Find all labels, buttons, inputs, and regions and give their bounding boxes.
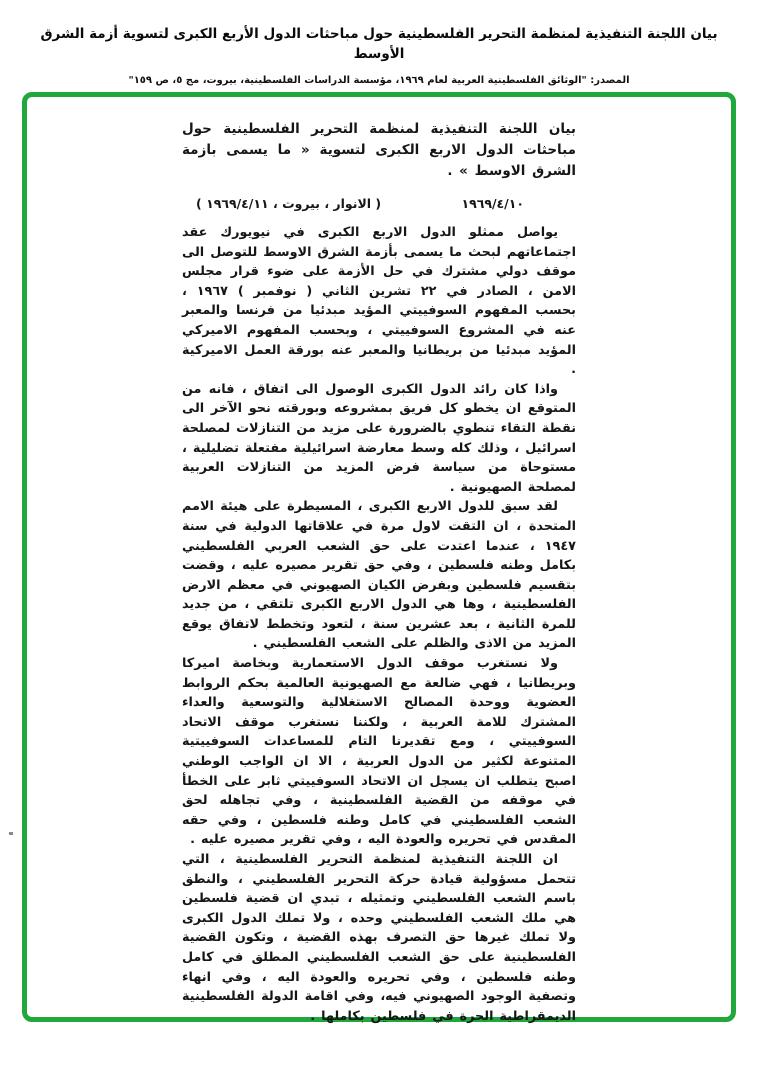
- document-title: بيان اللجنة التنفيذية لمنظمة التحرير الفلسطينية حول مباحثات الدول الاربع الكبرى لتسوية « ما يسمى بازمة الشرق الاوسط » .: [182, 121, 576, 179]
- document-paragraph-1: يواصل ممثلو الدول الاربع الكبرى في نيويورك عقد اجتماعاتهم لبحث ما يسمى بأزمة الشرق الاوسط للتوصل الى موقف دولي مشترك في حل الأزمة على ضوء قرار مجلس الامن ، الصادر في ٢٢ تشرين الثاني ( نوفمبر ) ١٩٦٧ ، بحسب المفهوم السوفييتي المؤيد مبدئيا من فرنسا والمعبر عنه في المشروع السوفييتي ، وبحسب المفهوم الاميركي المؤيد مبدئيا من بريطانيا والمعبر عنه بورقة العمل الاميركية .: [182, 225, 576, 378]
- source-citation: المصدر: "الوثائق الفلسطينية العربية لعام ١٩٦٩، مؤسسة الدراسات الفلسطينية، بيروت، مج ٥، ص ١٥٩": [128, 74, 630, 86]
- page-header: [0, 24, 758, 86]
- document-paragraph-4: ولا نستغرب موقف الدول الاستعمارية وبخاصة اميركا وبريطانيا ، فهي ضالعة مع الصهيونية العالمية بحكم الروابط العضوية ووحدة المصالح الاستغلالية والتوسعية والعداء المشترك للامة العربية ، ولكننا نستغرب موقف الاتحاد السوفييتي ، ومع تقديرنا التام للمساعدات السوفييتية المتنوعة لكثير من الدول العربية ، الا ان الواجب الوطني اصبح يتطلب ان يسجل ان الاتحاد السوفييتي ثابر على الخطأ في موقفه من القضية الفلسطينية ، وفي تجاهله لحق الشعب الفلسطيني في كامل وطنه فلسطين ، وفي حقه المقدس في تحريره والعودة اليه ، وفي تقرير مصيره عليه .: [182, 656, 576, 848]
- document-paragraph-2: واذا كان رائد الدول الكبرى الوصول الى اتفاق ، فانه من المتوقع ان يخطو كل فريق بمشروعه وبورقته نحو الآخر الى نقطة التقاء تنطوي بالضرورة على مزيد من التنازلات لمصلحة اسرائيل ، وذلك كله وسط معارضة اسرائيلية مفتعلة تضليلية ، مستوحاة من سياسة فرض المزيد من التنازلات العربية لمصلحة الصهيونية .: [182, 381, 576, 495]
- document-dateline: [182, 196, 576, 211]
- document-date: ١٩٦٩/٤/١٠: [461, 196, 524, 211]
- document-paragraph-5: ان اللجنة التنفيذية لمنظمة التحرير الفلسطينية ، التي تتحمل مسؤولية قيادة حركة التحرير الفلسطيني ، والنطق باسم الشعب الفلسطيني وتمثيله ، تبدي ان قضية فلسطين هي ملك الشعب الفلسطيني وحده ، ولا تملك الدول الكبرى ولا تملك غيرها حق التصرف بهذه القضية ، وتكون القضية الفلسطينية على حق الشعب الفلسطيني المطلق في كامل وطنه فلسطين ، وفي تحريره والعودة اليه ، وفي انهاء وتصفية الوجود الصهيوني فيه، وفي اقامة الدولة الفلسطينية الديمقراطية الحرة في فلسطين بكاملها .: [182, 852, 576, 1024]
- document-frame: [22, 92, 736, 1022]
- scan-artifact-speck: [9, 832, 13, 835]
- scanned-document: [182, 119, 576, 1026]
- document-publication: ( الانوار ، بيروت ، ١٩٦٩/٤/١١ ): [196, 196, 382, 211]
- document-paragraph-3: لقد سبق للدول الاربع الكبرى ، المسيطرة على هيئة الامم المتحدة ، ان التقت لاول مرة في علاقاتها الدولية في سنة ١٩٤٧ ، عندما اعتدت على حق الشعب العربي الفلسطيني بكامل وطنه فلسطين ، وفي حق تقرير مصيره عليه ، وقضت بتقسيم فلسطين وبفرض الكيان الصهيوني في معظم الارض الفلسطينية ، وها هي الدول الاربع الكبرى تلتقي ، من جديد للمرة الثانية ، بعد عشرين سنة ، لتعود وتخطط لاتفاق يوقع المزيد من الاذى والظلم على الشعب الفلسطيني .: [182, 499, 576, 652]
- page-title: بيان اللجنة التنفيذية لمنظمة التحرير الفلسطينية حول مباحثات الدول الأربع الكبرى لتسوية أزمة الشرق الأوسط: [40, 26, 718, 63]
